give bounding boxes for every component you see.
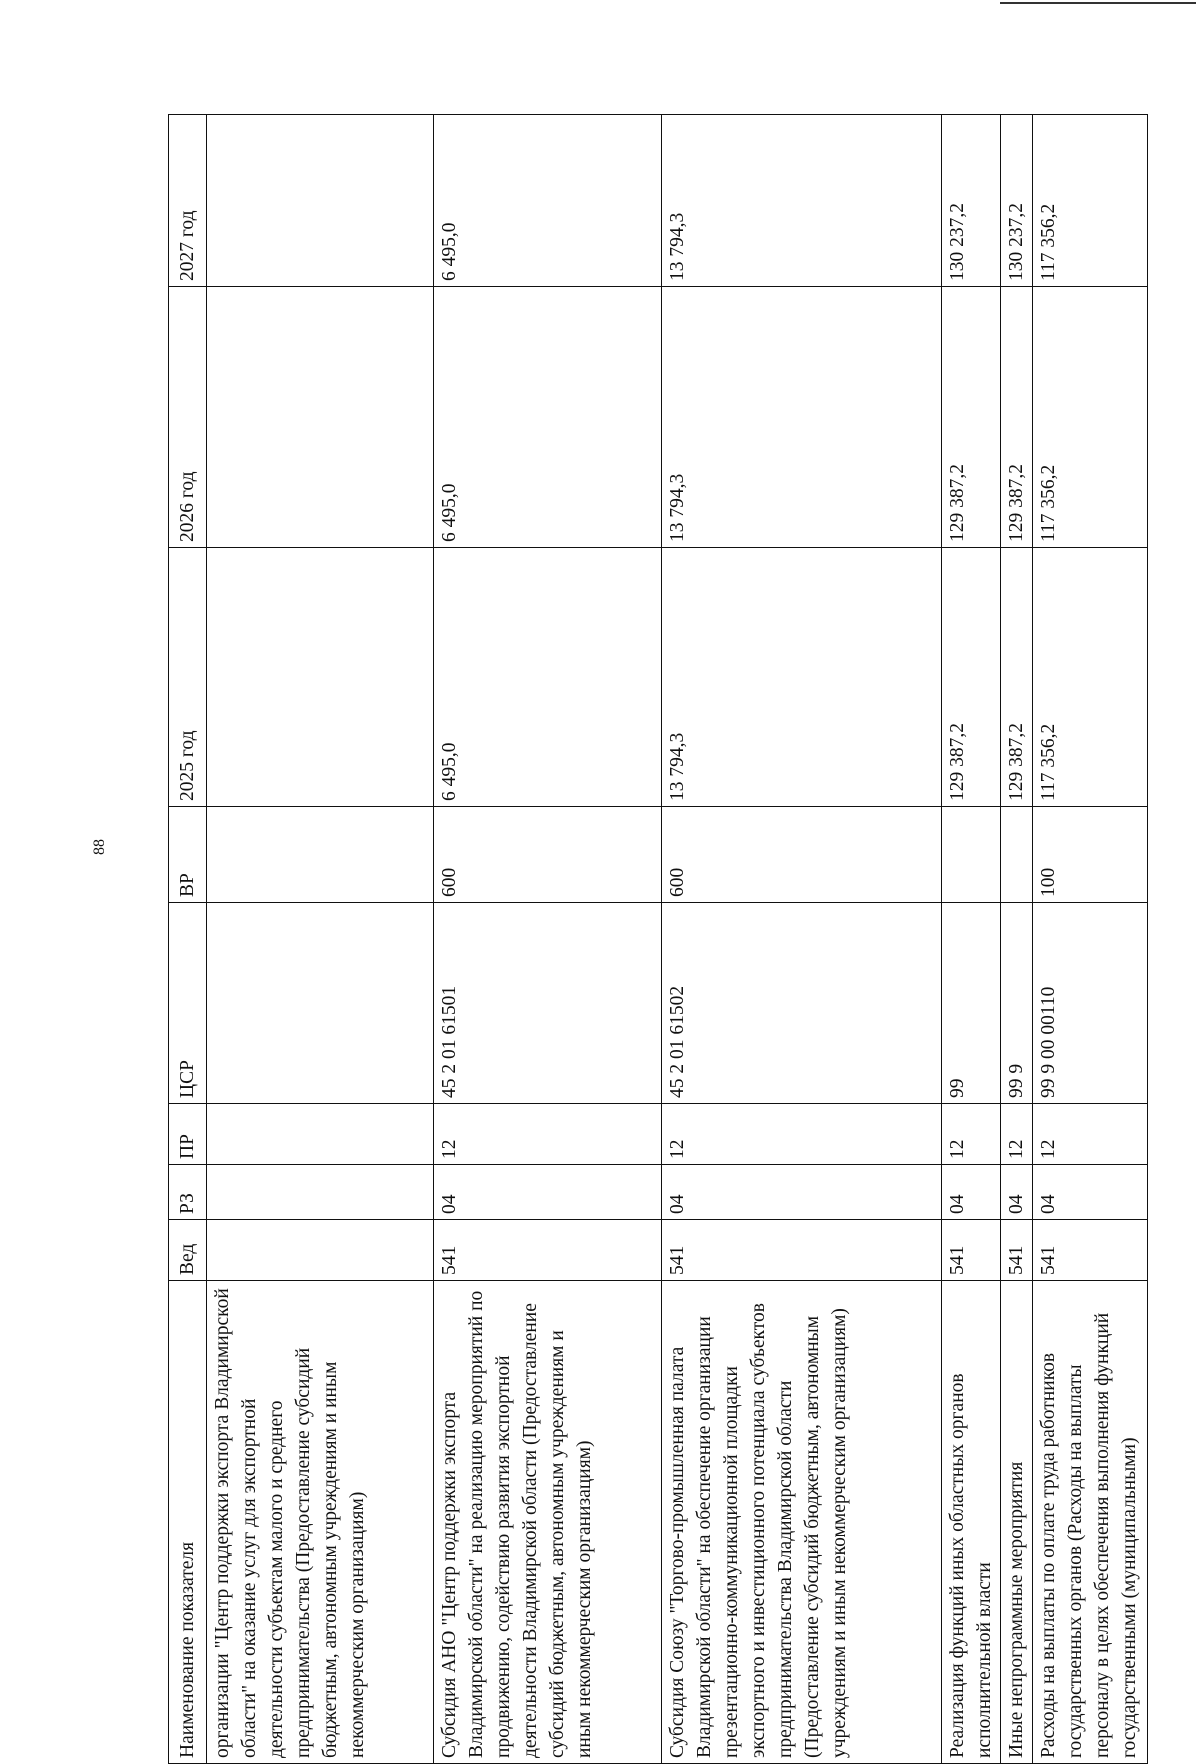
cell-2027: 6 495,0 [434,115,662,287]
table-row [1001,115,1033,1764]
cell-2027: 130 237,2 [1001,115,1033,287]
cell-ved: 541 [434,1220,662,1281]
cell-csr: 45 2 01 61502 [662,903,942,1104]
cell-name: Иные непрограммные мероприятия [1001,1281,1033,1764]
table-row [207,115,434,1764]
cell-pr: 12 [1033,1104,1148,1165]
cell-2027: 130 237,2 [942,115,1001,287]
table-row [662,115,942,1764]
cell-vr: 100 [1033,807,1148,903]
table-canvas [168,114,1140,1764]
header-rz: РЗ [169,1165,207,1220]
cell-rz: 04 [662,1165,942,1220]
cell-rz: 04 [434,1165,662,1220]
cell-2025: 129 387,2 [1001,548,1033,807]
header-pr: ПР [169,1104,207,1165]
header-name: Наименование показателя [169,1281,207,1764]
cell-name: Субсидия АНО "Центр поддержки экспорта Владимирской области" на реализацию мероприятий по продвижению, содействию развития экспортной деятельности Владимирской области (Предоставление субсидий бюджетным, автономным учреждениям и иным некоммерческим организациям) [434,1281,662,1764]
cell-ved: 541 [942,1220,1001,1281]
cell-pr: 12 [662,1104,942,1165]
page-number: 88 [91,839,108,855]
rotated-table-frame [168,114,1140,1764]
cell-rz: 04 [942,1165,1001,1220]
table-row [942,115,1001,1764]
cell-2027 [207,115,434,287]
cell-2026: 117 356,2 [1033,287,1148,548]
table-row [1033,115,1148,1764]
cell-ved: 541 [1033,1220,1148,1281]
cell-name: Субсидия Союзу "Торгово-промышленная палата Владимирской области" на обеспечение организации презентационно-коммуникационной площадки экспортного и инвестиционного потенциала субъектов предпринимательства Владимирской области (Предоставление субсидий бюджетным, автономным учреждениям и иным некоммерческим организациям) [662,1281,942,1764]
cell-2025: 129 387,2 [942,548,1001,807]
header-2026: 2026 год [169,287,207,548]
cell-pr: 12 [942,1104,1001,1165]
cell-2025: 13 794,3 [662,548,942,807]
cell-ved [207,1220,434,1281]
cell-csr: 99 9 00 00110 [1033,903,1148,1104]
cell-vr: 600 [434,807,662,903]
cell-2025: 117 356,2 [1033,548,1148,807]
cell-2025: 6 495,0 [434,548,662,807]
cell-2026: 6 495,0 [434,287,662,548]
cell-name: организации "Центр поддержки экспорта Владимирской области" на оказание услуг для экспортной деятельности субъектам малого и среднего предпринимательства (Предоставление субсидий бюджетным, автономным учреждениям и иным некоммерческим организациям) [207,1281,434,1764]
cell-pr: 12 [1001,1104,1033,1165]
cell-2027: 117 356,2 [1033,115,1148,287]
table-header-row [169,115,207,1764]
cell-vr: 600 [662,807,942,903]
cell-pr: 12 [434,1104,662,1165]
header-2027: 2027 год [169,115,207,287]
top-edge-rule [1000,2,1196,4]
cell-2026: 13 794,3 [662,287,942,548]
cell-csr [207,903,434,1104]
cell-ved: 541 [662,1220,942,1281]
cell-2027: 13 794,3 [662,115,942,287]
cell-rz [207,1165,434,1220]
cell-ved: 541 [1001,1220,1033,1281]
cell-csr: 99 9 [1001,903,1033,1104]
cell-csr: 45 2 01 61501 [434,903,662,1104]
table-row [434,115,662,1764]
cell-rz: 04 [1033,1165,1148,1220]
cell-2026: 129 387,2 [942,287,1001,548]
header-vr: ВР [169,807,207,903]
cell-name: Расходы на выплаты по оплате труда работников государственных органов (Расходы на выплаты персоналу в целях обеспечения выполнения функций государственными (муниципальными) [1033,1281,1148,1764]
header-2025: 2025 год [169,548,207,807]
header-ved: Вед [169,1220,207,1281]
cell-vr [207,807,434,903]
cell-name: Реализация функций иных областных органов исполнительной власти [942,1281,1001,1764]
cell-2025 [207,548,434,807]
cell-vr [942,807,1001,903]
budget-table [168,114,1148,1764]
cell-pr [207,1104,434,1165]
cell-vr [1001,807,1033,903]
cell-rz: 04 [1001,1165,1033,1220]
cell-2026 [207,287,434,548]
cell-2026: 129 387,2 [1001,287,1033,548]
header-csr: ЦСР [169,903,207,1104]
cell-csr: 99 [942,903,1001,1104]
